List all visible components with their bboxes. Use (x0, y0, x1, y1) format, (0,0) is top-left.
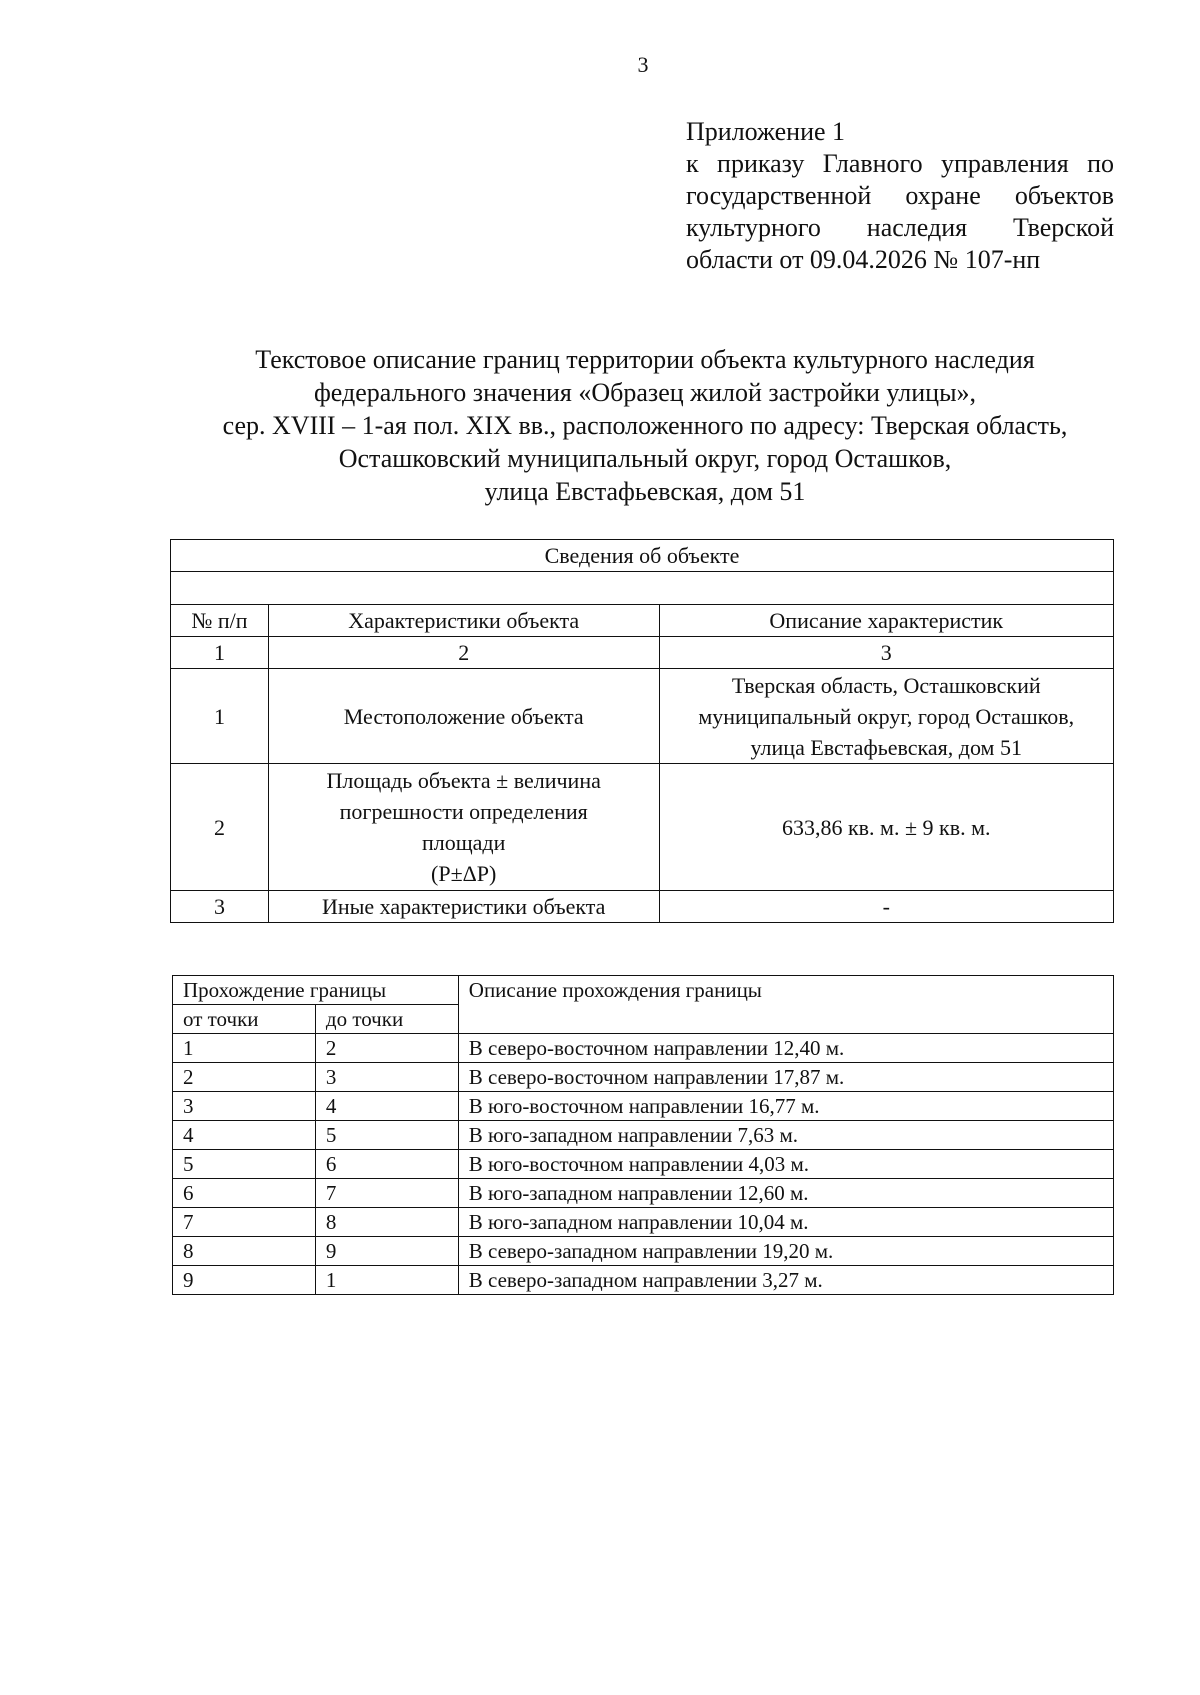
col-number: 2 (268, 637, 659, 669)
col-number: 1 (171, 637, 269, 669)
cell-line: погрешности определения (339, 799, 588, 824)
appendix-line: области от 09.04.2026 № 107-нп (686, 245, 1041, 274)
table-row (173, 1179, 1114, 1208)
to-point: 8 (315, 1208, 458, 1237)
title-line: Текстовое описание границ территории объекта культурного наследия (255, 345, 1035, 374)
table-row (173, 1237, 1114, 1266)
table-row (173, 1092, 1114, 1121)
to-point: 6 (315, 1150, 458, 1179)
info-table-empty-row (171, 572, 1114, 605)
header-from-point: от точки (173, 1005, 316, 1034)
segment-description: В юго-восточном направлении 16,77 м. (458, 1092, 1113, 1121)
segment-description: В юго-западном направлении 10,04 м. (458, 1208, 1113, 1237)
cell-line: муниципальный округ, город Осташков, (698, 703, 1075, 729)
cell-line: - (882, 894, 890, 919)
cell-line: Площадь объекта ± величина (326, 768, 601, 793)
row-characteristic (268, 669, 659, 764)
title-line: сер. XVIII – 1-ая пол. XIX вв., расположенного по адресу: Тверская область, (222, 411, 1068, 440)
cell-line: Местоположение объекта (343, 703, 584, 729)
header-characteristic: Характеристики объекта (268, 605, 659, 637)
cell-line: площади (421, 830, 506, 855)
row-description (659, 891, 1114, 923)
from-point: 1 (173, 1034, 316, 1063)
table-row (173, 1150, 1114, 1179)
row-description (659, 764, 1114, 891)
table-row (173, 1266, 1114, 1295)
to-point: 3 (315, 1063, 458, 1092)
cell-line: Тверская область, Осташковский (731, 672, 1041, 698)
from-point: 8 (173, 1237, 316, 1266)
table-row (173, 1034, 1114, 1063)
appendix-line: к приказу Главного управления по (686, 149, 1114, 178)
segment-description: В юго-восточном направлении 4,03 м. (458, 1150, 1113, 1179)
from-point: 4 (173, 1121, 316, 1150)
segment-description: В северо-западном направлении 3,27 м. (458, 1266, 1113, 1295)
from-point: 9 (173, 1266, 316, 1295)
segment-description: В юго-западном направлении 12,60 м. (458, 1179, 1113, 1208)
row-num: 2 (171, 764, 269, 891)
to-point: 7 (315, 1179, 458, 1208)
cell-line: (P±ΔP) (431, 861, 497, 886)
appendix-line: культурного наследия Тверской (686, 213, 1114, 242)
object-info-table (170, 539, 1114, 923)
row-characteristic (268, 764, 659, 891)
header-num: № п/п (171, 605, 269, 637)
table-row (173, 1063, 1114, 1092)
page-number: 3 (637, 52, 649, 77)
from-point: 3 (173, 1092, 316, 1121)
header-boundary-description: Описание прохождения границы (458, 976, 1113, 1034)
row-num: 1 (171, 669, 269, 764)
row-num: 3 (171, 891, 269, 923)
to-point: 1 (315, 1266, 458, 1295)
table-row (173, 1121, 1114, 1150)
title-line: федерального значения «Образец жилой застройки улицы», (313, 378, 977, 407)
boundary-table (172, 975, 1114, 1295)
appendix-line: Приложение 1 (686, 117, 846, 146)
table-row (171, 764, 1114, 891)
title-line: Осташковский муниципальный округ, город Осташков, (338, 444, 952, 473)
to-point: 2 (315, 1034, 458, 1063)
table-row (173, 1208, 1114, 1237)
header-description: Описание характеристик (659, 605, 1114, 637)
segment-description: В юго-западном направлении 7,63 м. (458, 1121, 1113, 1150)
header-boundary-group: Прохождение границы (173, 976, 459, 1005)
row-characteristic (268, 891, 659, 923)
from-point: 5 (173, 1150, 316, 1179)
title-line: улица Евстафьевская, дом 51 (484, 477, 806, 506)
header-to-point: до точки (315, 1005, 458, 1034)
to-point: 4 (315, 1092, 458, 1121)
segment-description: В северо-восточном направлении 12,40 м. (458, 1034, 1113, 1063)
table-row (171, 891, 1114, 923)
info-table-caption: Сведения об объекте (171, 540, 1114, 572)
document-title (150, 343, 1140, 508)
from-point: 2 (173, 1063, 316, 1092)
table-row (171, 669, 1114, 764)
col-number: 3 (659, 637, 1114, 669)
cell-line: улица Евстафьевская, дом 51 (750, 734, 1022, 760)
to-point: 5 (315, 1121, 458, 1150)
segment-description: В северо-западном направлении 19,20 м. (458, 1237, 1113, 1266)
segment-description: В северо-восточном направлении 17,87 м. (458, 1063, 1113, 1092)
row-description (659, 669, 1114, 764)
cell-line: Иные характеристики объекта (321, 894, 606, 919)
cell-line: 633,86 кв. м. ± 9 кв. м. (781, 814, 991, 840)
appendix-block (686, 116, 1114, 276)
from-point: 6 (173, 1179, 316, 1208)
appendix-line: государственной охране объектов (686, 181, 1114, 210)
from-point: 7 (173, 1208, 316, 1237)
to-point: 9 (315, 1237, 458, 1266)
